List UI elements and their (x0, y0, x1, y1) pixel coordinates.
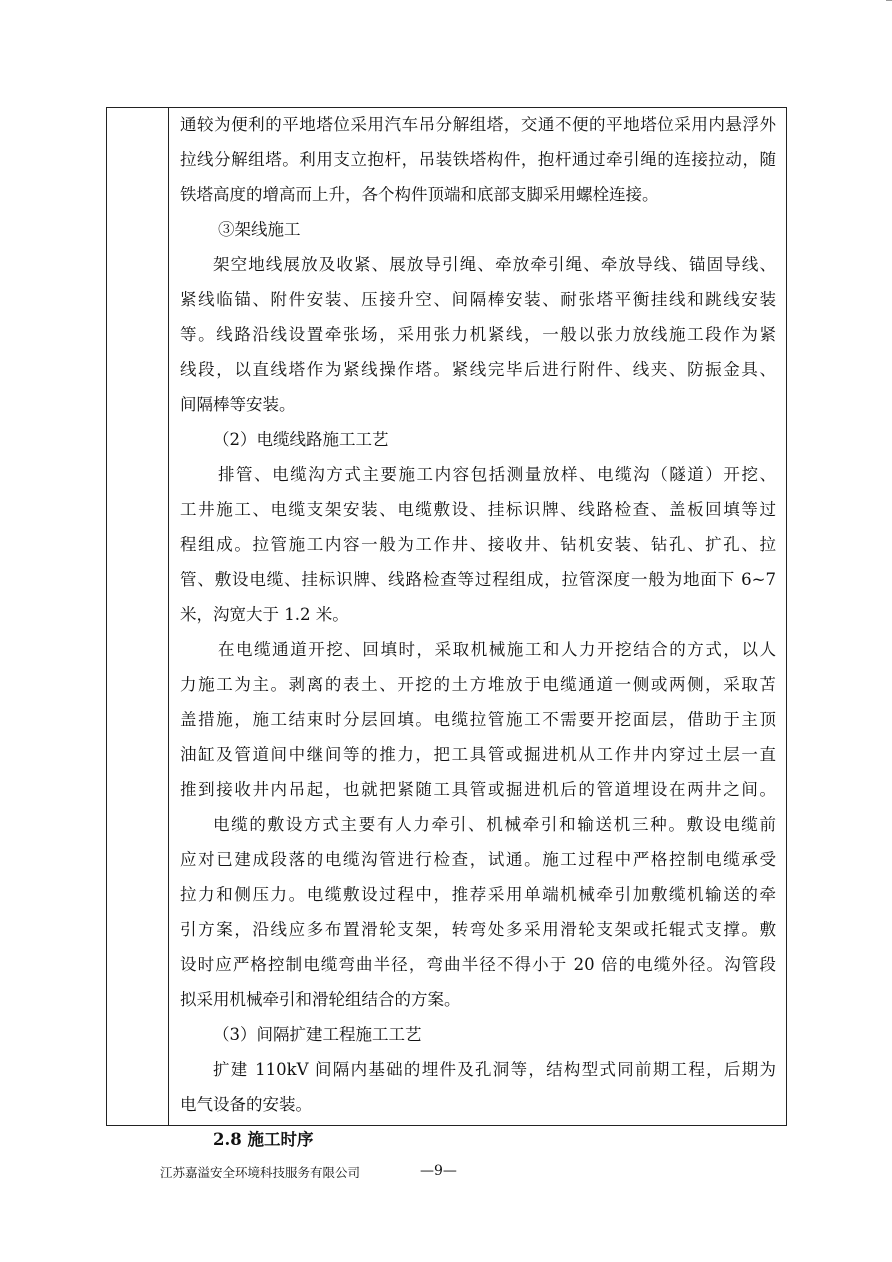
paragraph-line: 管、敷设电缆、挂标识牌、线路检查等过程组成，拉管深度一般为地面下 6~7 (180, 570, 776, 589)
paragraph-line: 油缸及管道间中继间等的推力，把工具管或掘进机从工作井内穿过土层一直 (180, 745, 776, 764)
paragraph-line: 紧线临锚、附件安装、压接升空、间隔棒安装、耐张塔平衡挂线和跳线安装 (180, 290, 776, 309)
section-heading-bay-extension: （3）间隔扩建工程施工工艺 (213, 1025, 422, 1044)
paragraph-line: 推到接收井内吊起，也就把紧随工具管或掘进机后的管道埋设在两井之间。 (180, 780, 776, 799)
paragraph-line: 程组成。拉管施工内容一般为工作井、接收井、钻机安装、钻孔、扩孔、拉 (180, 535, 776, 554)
paragraph-line: 架空地线展放及收紧、展放导引绳、牵放牵引绳、牵放导线、锚固导线、 (213, 255, 776, 274)
paragraph-line: 间隔棒等安装。 (180, 395, 296, 414)
paragraph-line: 应对已建成段落的电缆沟管进行检查，试通。施工过程中严格控制电缆承受 (180, 850, 776, 869)
paragraph-line: 扩建 110kV 间隔内基础的埋件及孔洞等，结构型式同前期工程，后期为 (213, 1060, 776, 1079)
paragraph-line: 电气设备的安装。 (180, 1095, 312, 1114)
paragraph-line: 铁塔高度的增高而上升，各个构件顶端和底部支脚采用螺栓连接。 (180, 185, 659, 204)
page-number: —9— (420, 1163, 457, 1179)
paragraph-line: 在电缆通道开挖、回填时，采取机械施工和人力开挖结合的方式，以人 (218, 640, 776, 659)
paragraph-line: 设时应严格控制电缆弯曲半径，弯曲半径不得小于 20 倍的电缆外径。沟管段 (180, 955, 776, 974)
paragraph-line: 排管、电缆沟方式主要施工内容包括测量放样、电缆沟（隧道）开挖、 (218, 465, 776, 484)
table-column-divider (168, 107, 169, 1126)
paragraph-line: 力施工为主。剥离的表土、开挖的土方堆放于电缆通道一侧或两侧，采取苫 (180, 675, 776, 694)
section-heading-cable: （2）电缆线路施工工艺 (213, 430, 389, 449)
paragraph-line: 通较为便利的平地塔位采用汽车吊分解组塔，交通不便的平地塔位采用内悬浮外 (180, 115, 776, 134)
paragraph-line: 电缆的敷设方式主要有人力牵引、机械牵引和输送机三种。敷设电缆前 (213, 815, 776, 834)
paragraph-line: 线段，以直线塔作为紧线操作塔。紧线完毕后进行附件、线夹、防振金具、 (180, 360, 776, 379)
paragraph-line: 拉力和侧压力。电缆敷设过程中，推荐采用单端机械牵引加敷缆机输送的牵 (180, 885, 776, 904)
section-heading-construction-sequence: 2.8 施工时序 (213, 1130, 314, 1149)
footer-company-name: 江苏嘉溢安全环境科技服务有限公司 (160, 1165, 361, 1180)
paragraph-line: 工井施工、电缆支架安装、电缆敷设、挂标识牌、线路检查、盖板回填等过 (180, 500, 776, 519)
paragraph-line: 等。线路沿线设置牵张场，采用张力机紧线，一般以张力放线施工段作为紧 (180, 325, 776, 344)
paragraph-line: 盖措施，施工结束时分层回填。电缆拉管施工不需要开挖面层，借助于主顶 (180, 710, 776, 729)
paragraph-line: 米，沟宽大于 1.2 米。 (180, 605, 349, 624)
page-edge-mark (886, 0, 892, 1)
paragraph-line: 拉线分解组塔。利用支立抱杆，吊装铁塔构件，抱杆通过牵引绳的连接拉动，随 (180, 150, 776, 169)
paragraph-line: 引方案，沿线应多布置滑轮支架，转弯处多采用滑轮支架或托辊式支撑。敷 (180, 920, 776, 939)
section-heading-stringing: ③架线施工 (218, 220, 301, 239)
paragraph-line: 拟采用机械牵引和滑轮组结合的方案。 (180, 990, 461, 1009)
